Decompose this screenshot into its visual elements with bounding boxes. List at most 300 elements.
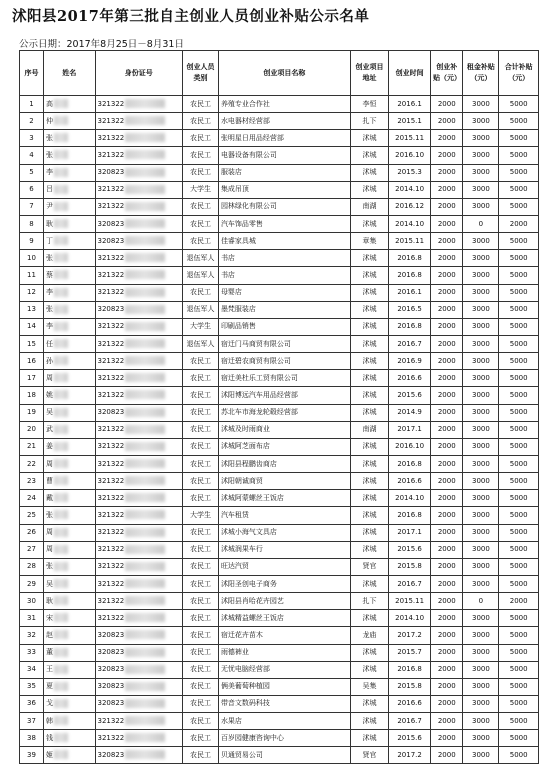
cell-name (43, 370, 95, 387)
cell-time-text: 2016.5 (397, 305, 422, 314)
cell-project-text: 沭阳朝诚商贸 (220, 476, 263, 485)
cell-startup-subsidy-text: 2000 (437, 99, 456, 108)
cell-time (389, 678, 431, 695)
redaction-blur (54, 579, 68, 588)
cell-category-text: 农民工 (189, 648, 211, 657)
cell-rent-subsidy-text: 3000 (471, 528, 490, 537)
cell-time-text: 2016.8 (397, 270, 422, 279)
cell-category (182, 250, 218, 267)
cell-rent-subsidy (463, 215, 499, 232)
cell-total-subsidy-text: 5000 (509, 373, 528, 382)
cell-rent-subsidy-text: 3000 (471, 476, 490, 485)
cell-startup-subsidy-text: 2000 (437, 185, 456, 194)
cell-id-number-text: 321322 (97, 425, 125, 434)
cell-id-number-text: 321322 (97, 373, 125, 382)
redaction-blur (54, 270, 68, 279)
table-row (20, 318, 539, 335)
cell-total-subsidy-text: 5000 (509, 150, 528, 159)
cell-project-text: 沭城及时雨商业 (220, 425, 270, 434)
cell-category-text: 农民工 (189, 373, 211, 382)
cell-total-subsidy (499, 455, 539, 472)
cell-rent-subsidy-text: 3000 (471, 150, 490, 159)
cell-project-text: 养殖专业合作社 (220, 99, 270, 108)
redaction-blur (125, 185, 165, 194)
cell-category (182, 215, 218, 232)
cell-category-text: 农民工 (189, 408, 211, 417)
redaction-blur (125, 270, 165, 279)
cell-total-subsidy (499, 353, 539, 370)
cell-project-text: 沭阳县肖哈花卉园艺 (220, 596, 284, 605)
cell-location (350, 233, 388, 250)
cell-seq-text: 5 (29, 168, 34, 177)
redaction-blur (125, 373, 165, 382)
cell-name (43, 507, 95, 524)
table-row (20, 695, 539, 712)
cell-location-text: 沭城 (362, 390, 377, 399)
cell-time-text: 2015.1 (397, 116, 422, 125)
cell-total-subsidy-text: 5000 (509, 425, 528, 434)
cell-id-number-text: 321322 (97, 442, 125, 451)
cell-project-text: 沭城精益螺丝王饭店 (220, 613, 284, 622)
cell-category (182, 181, 218, 198)
cell-total-subsidy (499, 678, 539, 695)
cell-rent-subsidy (463, 147, 499, 164)
cell-location-text: 沭城 (362, 253, 377, 262)
cell-time (389, 507, 431, 524)
cell-startup-subsidy-text: 2000 (437, 236, 456, 245)
cell-rent-subsidy (463, 455, 499, 472)
cell-project (218, 318, 350, 335)
publication-date: 公示日期：2017年8月25日－8月31日 (19, 39, 184, 50)
table-row (20, 147, 539, 164)
cell-time (389, 421, 431, 438)
header-name: 姓名 (43, 51, 95, 96)
cell-project-text: 佳睿家具城 (220, 236, 256, 245)
cell-id-number-text: 320823 (97, 408, 125, 417)
cell-location (350, 473, 388, 490)
cell-id-number-text: 321322 (97, 510, 125, 519)
cell-location-text: 沭城 (362, 133, 377, 142)
cell-project (218, 713, 350, 730)
cell-location (350, 678, 388, 695)
cell-location-text: 沭城 (362, 373, 377, 382)
cell-id-number-text: 321322 (97, 493, 125, 502)
cell-time-text: 2015.11 (395, 133, 425, 142)
cell-location (350, 438, 388, 455)
cell-category (182, 387, 218, 404)
cell-category-text: 农民工 (189, 733, 211, 742)
cell-seq-text: 17 (27, 373, 36, 382)
redaction-blur (54, 150, 68, 159)
cell-seq (20, 438, 44, 455)
cell-startup-subsidy-text: 2000 (437, 219, 456, 228)
redaction-blur (125, 116, 165, 125)
redaction-blur (54, 682, 68, 691)
cell-time (389, 164, 431, 181)
cell-id-number-text: 320823 (97, 168, 125, 177)
cell-seq (20, 695, 44, 712)
cell-rent-subsidy (463, 233, 499, 250)
cell-rent-subsidy (463, 96, 499, 113)
cell-startup-subsidy-text: 2000 (437, 545, 456, 554)
cell-location (350, 747, 388, 764)
cell-id-number-text: 321322 (97, 476, 125, 485)
cell-rent-subsidy (463, 661, 499, 678)
cell-name-text: 曹 (45, 476, 53, 485)
cell-seq-text: 16 (27, 356, 36, 365)
cell-category (182, 730, 218, 747)
cell-id-number-text: 321322 (97, 116, 125, 125)
header-category: 创业人员类别 (182, 51, 218, 96)
cell-name-text: 张 (45, 510, 53, 519)
redaction-blur (54, 528, 68, 537)
cell-id-number-text: 321322 (97, 150, 125, 159)
cell-seq (20, 387, 44, 404)
cell-seq-text: 14 (27, 322, 36, 331)
cell-name-text: 周 (45, 545, 53, 554)
cell-category (182, 301, 218, 318)
cell-time-text: 2016.6 (397, 699, 422, 708)
cell-seq-text: 20 (27, 425, 36, 434)
cell-total-subsidy (499, 113, 539, 130)
cell-id-number (95, 404, 182, 421)
redaction-blur (125, 579, 165, 588)
cell-id-number (95, 695, 182, 712)
redaction-blur (125, 425, 165, 434)
cell-id-number-text: 321322 (97, 733, 125, 742)
cell-category-text: 农民工 (189, 682, 211, 691)
redaction-blur (125, 699, 165, 708)
cell-total-subsidy (499, 661, 539, 678)
cell-location (350, 147, 388, 164)
cell-startup-subsidy (431, 575, 463, 592)
cell-category (182, 610, 218, 627)
cell-total-subsidy-text: 5000 (509, 682, 528, 691)
cell-rent-subsidy (463, 284, 499, 301)
cell-rent-subsidy-text: 3000 (471, 133, 490, 142)
cell-category (182, 198, 218, 215)
cell-project-text: 宿迁花卉苗木 (220, 630, 263, 639)
cell-location-text: 扎下 (362, 116, 377, 125)
cell-total-subsidy-text: 5000 (509, 270, 528, 279)
cell-category (182, 593, 218, 610)
cell-project (218, 490, 350, 507)
cell-total-subsidy (499, 318, 539, 335)
cell-startup-subsidy (431, 747, 463, 764)
cell-name (43, 455, 95, 472)
cell-category-text: 农民工 (189, 425, 211, 434)
cell-project-text: 水电器材经营部 (220, 116, 270, 125)
cell-location (350, 730, 388, 747)
cell-rent-subsidy-text: 3000 (471, 270, 490, 279)
cell-project-text: 书店 (220, 253, 235, 262)
redaction-blur (125, 562, 165, 571)
cell-name (43, 524, 95, 541)
cell-rent-subsidy (463, 387, 499, 404)
cell-category (182, 113, 218, 130)
cell-location-text: 沭城 (362, 699, 377, 708)
cell-seq-text: 7 (29, 202, 34, 211)
cell-project (218, 644, 350, 661)
cell-name (43, 284, 95, 301)
cell-id-number (95, 438, 182, 455)
cell-startup-subsidy-text: 2000 (437, 150, 456, 159)
cell-startup-subsidy (431, 387, 463, 404)
cell-startup-subsidy (431, 541, 463, 558)
cell-rent-subsidy (463, 490, 499, 507)
cell-category-text: 农民工 (189, 442, 211, 451)
cell-seq-text: 21 (27, 442, 36, 451)
cell-id-number (95, 730, 182, 747)
cell-rent-subsidy (463, 353, 499, 370)
redaction-blur (54, 630, 68, 639)
cell-time-text: 2016.8 (397, 253, 422, 262)
cell-location-text: 沭城 (362, 288, 377, 297)
cell-time (389, 541, 431, 558)
table-row (20, 473, 539, 490)
redaction-blur (125, 613, 165, 622)
cell-total-subsidy-text: 5000 (509, 408, 528, 417)
cell-location (350, 661, 388, 678)
cell-category-text: 大学生 (189, 322, 211, 331)
cell-name (43, 164, 95, 181)
cell-rent-subsidy (463, 593, 499, 610)
cell-startup-subsidy (431, 113, 463, 130)
cell-name (43, 96, 95, 113)
redaction-blur (125, 288, 165, 297)
cell-id-number-text: 321322 (97, 270, 125, 279)
cell-startup-subsidy (431, 558, 463, 575)
cell-total-subsidy (499, 215, 539, 232)
cell-seq (20, 147, 44, 164)
cell-id-number (95, 335, 182, 352)
cell-location-text: 沭城 (362, 150, 377, 159)
cell-project-text: 水果店 (220, 716, 242, 725)
cell-id-number (95, 610, 182, 627)
cell-name-text: 李 (45, 168, 53, 177)
cell-category-text: 农民工 (189, 99, 211, 108)
cell-project (218, 593, 350, 610)
cell-seq (20, 233, 44, 250)
table-body (20, 96, 539, 764)
cell-seq-text: 9 (29, 236, 34, 245)
cell-location (350, 455, 388, 472)
cell-total-subsidy (499, 96, 539, 113)
cell-total-subsidy-text: 5000 (509, 545, 528, 554)
cell-id-number-text: 321322 (97, 185, 125, 194)
cell-seq-text: 1 (29, 99, 34, 108)
redaction-blur (125, 133, 165, 142)
cell-name-text: 周 (45, 528, 53, 537)
cell-id-number-text: 321322 (97, 339, 125, 348)
cell-seq (20, 370, 44, 387)
cell-location-text: 章集 (362, 236, 377, 245)
cell-project-text: 沭城阿蒙螺丝王饭店 (220, 493, 284, 502)
cell-total-subsidy (499, 644, 539, 661)
cell-total-subsidy-text: 5000 (509, 133, 528, 142)
cell-total-subsidy-text: 5000 (509, 613, 528, 622)
cell-rent-subsidy-text: 3000 (471, 339, 490, 348)
cell-name-text: 吴 (45, 579, 53, 588)
cell-time-text: 2017.2 (397, 630, 422, 639)
cell-project (218, 541, 350, 558)
table-row (20, 593, 539, 610)
cell-total-subsidy (499, 335, 539, 352)
table-row (20, 421, 539, 438)
table-row (20, 164, 539, 181)
cell-total-subsidy-text: 5000 (509, 699, 528, 708)
cell-seq (20, 250, 44, 267)
redaction-blur (54, 236, 68, 245)
cell-id-number (95, 473, 182, 490)
cell-startup-subsidy (431, 713, 463, 730)
redaction-blur (54, 459, 68, 468)
cell-total-subsidy (499, 747, 539, 764)
cell-seq (20, 198, 44, 215)
redaction-blur (54, 476, 68, 485)
cell-time-text: 2016.6 (397, 373, 422, 382)
cell-startup-subsidy-text: 2000 (437, 493, 456, 502)
cell-startup-subsidy (431, 353, 463, 370)
cell-rent-subsidy-text: 3000 (471, 630, 490, 639)
cell-location (350, 593, 388, 610)
cell-name (43, 627, 95, 644)
cell-time-text: 2017.2 (397, 750, 422, 759)
cell-startup-subsidy-text: 2000 (437, 202, 456, 211)
cell-time-text: 2016.7 (397, 579, 422, 588)
cell-total-subsidy-text: 5000 (509, 288, 528, 297)
cell-location-text: 沭城 (362, 339, 377, 348)
cell-seq (20, 267, 44, 284)
cell-seq-text: 22 (27, 459, 36, 468)
cell-total-subsidy (499, 610, 539, 627)
cell-time-text: 2015.8 (397, 682, 422, 691)
cell-name-text: 戈 (45, 699, 53, 708)
cell-startup-subsidy (431, 644, 463, 661)
cell-rent-subsidy-text: 3000 (471, 408, 490, 417)
cell-name (43, 695, 95, 712)
cell-total-subsidy (499, 301, 539, 318)
cell-project-text: 沭阳圣创电子商务 (220, 579, 277, 588)
cell-location-text: 沭城 (362, 219, 377, 228)
cell-category-text: 农民工 (189, 476, 211, 485)
cell-seq (20, 284, 44, 301)
cell-id-number-text: 321322 (97, 528, 125, 537)
redaction-blur (54, 202, 68, 211)
cell-total-subsidy-text: 5000 (509, 202, 528, 211)
cell-location (350, 250, 388, 267)
cell-id-number-text: 320823 (97, 648, 125, 657)
cell-seq (20, 181, 44, 198)
cell-total-subsidy (499, 387, 539, 404)
cell-category-text: 农民工 (189, 219, 211, 228)
cell-location-text: 沭城 (362, 716, 377, 725)
redaction-blur (54, 716, 68, 725)
cell-project (218, 473, 350, 490)
cell-time (389, 233, 431, 250)
cell-category-text: 退伍军人 (186, 270, 215, 279)
header-location: 创业项目地址 (350, 51, 388, 96)
cell-rent-subsidy (463, 164, 499, 181)
cell-rent-subsidy-text: 3000 (471, 682, 490, 691)
cell-time (389, 713, 431, 730)
cell-name (43, 113, 95, 130)
cell-location (350, 610, 388, 627)
cell-seq-text: 32 (27, 630, 36, 639)
cell-total-subsidy-text: 2000 (509, 219, 528, 228)
cell-total-subsidy-text: 5000 (509, 236, 528, 245)
cell-rent-subsidy (463, 438, 499, 455)
cell-project-text: 带音文数码科技 (220, 699, 270, 708)
cell-time (389, 215, 431, 232)
cell-category-text: 农民工 (189, 236, 211, 245)
cell-location (350, 524, 388, 541)
cell-project (218, 507, 350, 524)
table-row (20, 96, 539, 113)
cell-location (350, 215, 388, 232)
cell-id-number (95, 747, 182, 764)
cell-startup-subsidy (431, 455, 463, 472)
cell-rent-subsidy (463, 558, 499, 575)
cell-startup-subsidy-text: 2000 (437, 442, 456, 451)
cell-seq (20, 747, 44, 764)
cell-project (218, 96, 350, 113)
cell-name-text: 张 (45, 305, 53, 314)
cell-rent-subsidy (463, 267, 499, 284)
cell-startup-subsidy (431, 730, 463, 747)
cell-id-number-text: 320823 (97, 219, 125, 228)
cell-id-number (95, 301, 182, 318)
cell-name (43, 713, 95, 730)
cell-time (389, 558, 431, 575)
cell-name-text: 宋 (45, 613, 53, 622)
cell-id-number (95, 387, 182, 404)
cell-category-text: 农民工 (189, 356, 211, 365)
cell-name-text: 李 (45, 288, 53, 297)
cell-location-text: 沭城 (362, 510, 377, 519)
cell-seq-text: 24 (27, 493, 36, 502)
cell-location (350, 387, 388, 404)
cell-location (350, 490, 388, 507)
table-row (20, 215, 539, 232)
cell-rent-subsidy (463, 198, 499, 215)
cell-startup-subsidy (431, 318, 463, 335)
cell-rent-subsidy (463, 473, 499, 490)
cell-location (350, 301, 388, 318)
cell-name-text: 戴 (45, 493, 53, 502)
cell-id-number-text: 321322 (97, 322, 125, 331)
cell-id-number (95, 181, 182, 198)
cell-location-text: 南湖 (362, 425, 377, 434)
cell-location (350, 198, 388, 215)
cell-id-number (95, 113, 182, 130)
cell-category-text: 农民工 (189, 545, 211, 554)
cell-id-number (95, 558, 182, 575)
redaction-blur (125, 596, 165, 605)
cell-seq-text: 12 (27, 288, 36, 297)
cell-time-text: 2014.10 (395, 493, 425, 502)
cell-project (218, 627, 350, 644)
cell-project (218, 678, 350, 695)
cell-rent-subsidy-text: 3000 (471, 236, 490, 245)
cell-time-text: 2015.11 (395, 236, 425, 245)
cell-category (182, 318, 218, 335)
cell-location-text: 沭城 (362, 322, 377, 331)
cell-seq-text: 4 (29, 150, 34, 159)
subsidy-table (19, 50, 539, 764)
header-rent-subsidy: 租金补贴（元） (463, 51, 499, 96)
cell-category (182, 404, 218, 421)
